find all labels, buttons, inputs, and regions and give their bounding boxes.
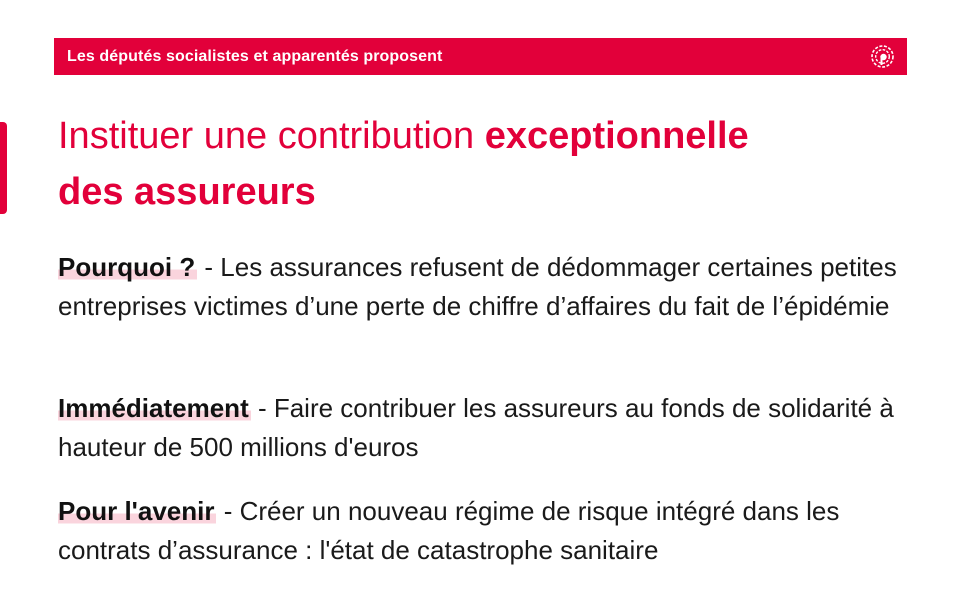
section-label: Immédiatement: [58, 393, 249, 423]
left-accent-bar: [0, 122, 7, 214]
title-second-line: des assureurs: [58, 171, 316, 213]
banner-text: Les députés socialistes et apparentés proposent: [67, 47, 443, 65]
section-pourquoi: [58, 248, 918, 326]
section-text: - Faire contribuer les assureurs au fonds de solidarité à hauteur de 500 millions d'euros: [58, 393, 894, 462]
section-text: - Créer un nouveau régime de risque intégré dans les contrats d’assurance : l'état de catastrophe sanitaire: [58, 496, 840, 565]
section-label: Pourquoi ?: [58, 252, 196, 282]
section-label: Pour l'avenir: [58, 496, 215, 526]
title-bold-part: exceptionnelle: [484, 115, 749, 157]
title-regular-part: Instituer une contribution: [58, 115, 485, 157]
header-banner: [54, 38, 907, 75]
page-title: [58, 108, 918, 220]
fist-rose-logo-icon: [870, 44, 895, 69]
section-immediatement: [58, 389, 918, 467]
section-text: - Les assurances refusent de dédommager certaines petites entreprises victimes d’une perte de chiffre d’affaires du fait de l’épidémie: [58, 252, 897, 321]
section-pour-l-avenir: [58, 492, 918, 570]
